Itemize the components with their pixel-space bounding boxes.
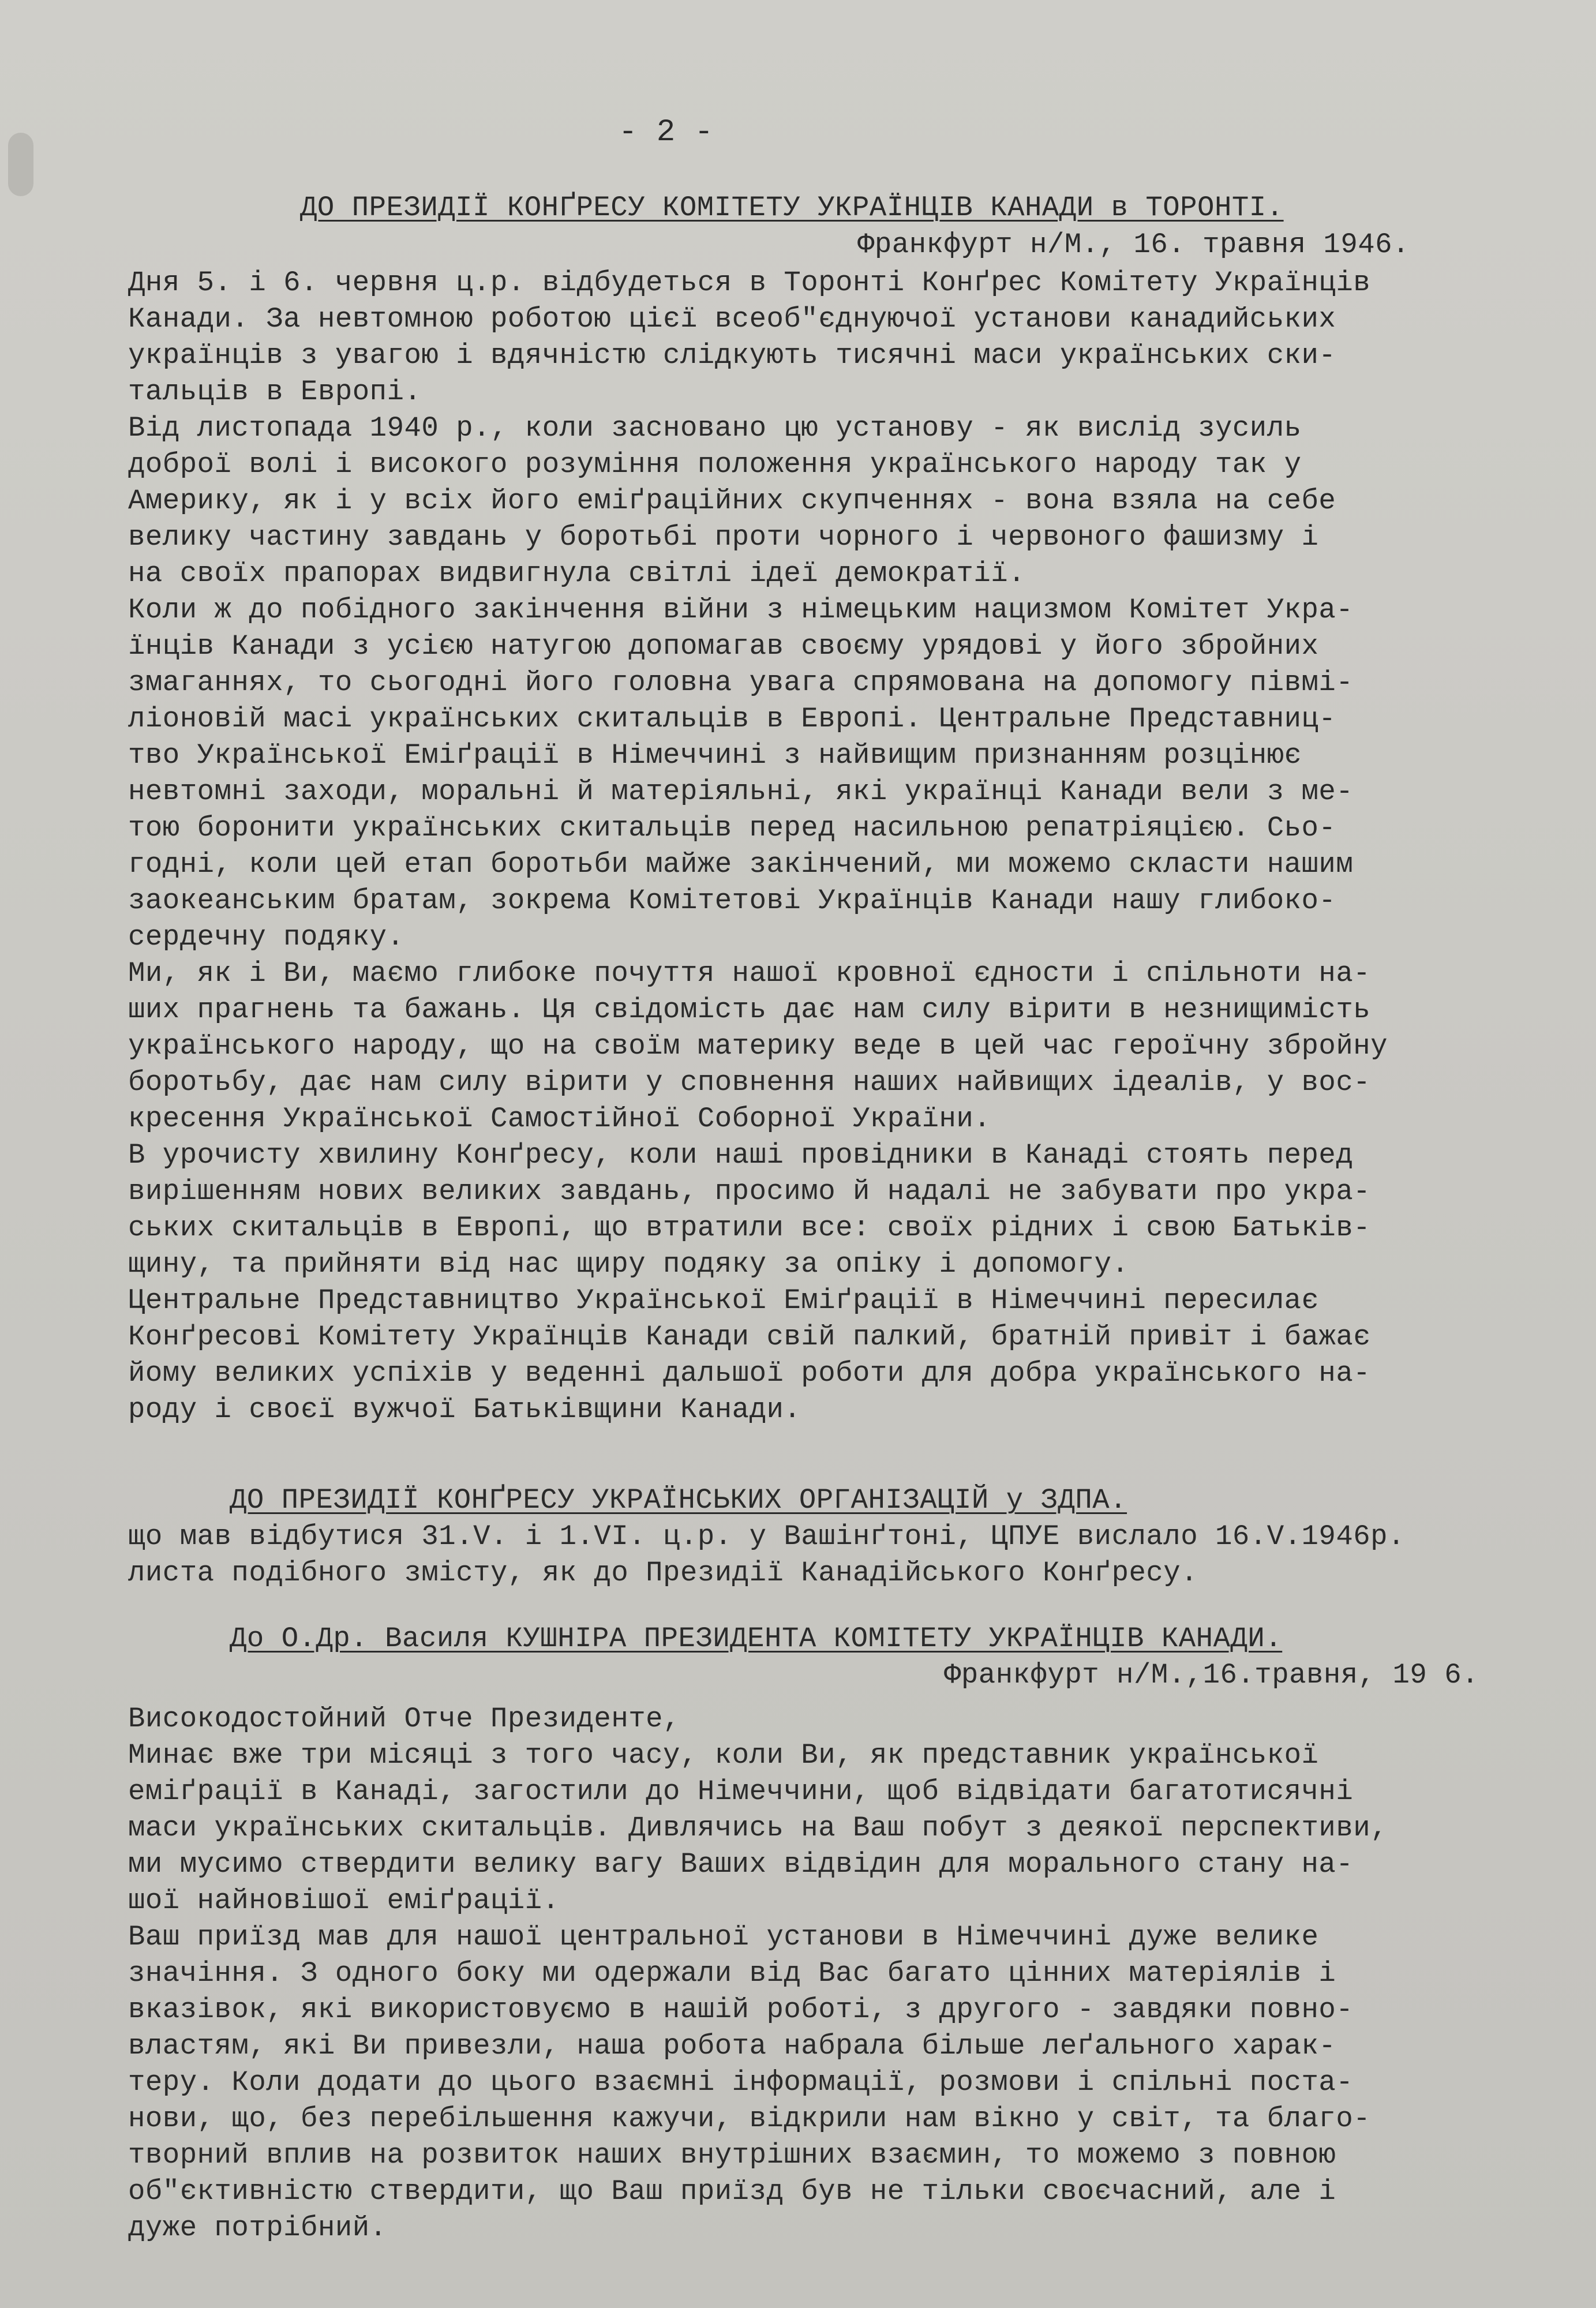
body-line: йому великих успіхів у веденні дальшої роботи для добра українського на- [128,1357,1371,1389]
body-line: Дня 5. і 6. червня ц.р. відбудеться в Торонті Конґрес Комітету Українців [128,267,1371,299]
body-line: заокеанським братам, зокрема Комітетові Українців Канади нашу глибоко- [128,885,1336,917]
body-line: Високодостойний Отче Президенте, [128,1703,680,1735]
body-line: доброї волі і високого розуміння положення українського народу так у [128,448,1302,481]
body-line: кресення Української Самостійної Соборної України. [128,1103,991,1135]
punch-hole-mark [8,133,33,196]
body-line: роду і своєї вужчої Батьківщини Канади. [128,1393,801,1426]
body-line: їнців Канади з усією натугою допомагав своєму урядові у його збройних [128,630,1319,662]
section3-dateline: Франкфурт н/М.,16.травня, 19 6. [944,1659,1479,1691]
body-line: Ваш приїзд мав для нашої центральної установи в Німеччині дуже велике [128,1921,1319,1953]
body-line: тво Української Еміґрації в Німеччині з найвищим признанням розцінює [128,739,1302,771]
body-line: вказівок, які використовуємо в нашій роботі, з другого - завдяки повно- [128,1994,1354,2026]
body-line: годні, коли цей етап боротьби майже закінчений, ми можемо скласти нашим [128,848,1354,881]
body-line: українського народу, що на своїм материку веде в цей час героїчну збройну [128,1030,1388,1062]
body-line: змаганнях, то сьогодні його головна увага спрямована на допомогу півмі- [128,666,1354,699]
body-line: дуже потрібний. [128,2212,387,2244]
body-line: Минає вже три місяці з того часу, коли Ви, як представник української [128,1739,1319,1771]
body-line: тальців в Европі. [128,376,422,408]
body-line: листа подібного змісту, як до Президії Канадійського Конґресу. [128,1557,1198,1589]
body-line: Ми, як і Ви, маємо глибоке почуття нашої кровної єдности і спільноти на- [128,957,1371,990]
body-line: ських скитальців в Европі, що втратили все: своїх рідних і свою Батьків- [128,1212,1371,1244]
body-line: вирішенням нових великих завдань, просимо й надалі не забувати про укра- [128,1175,1371,1208]
body-line: В урочисту хвилину Конґресу, коли наші провідники в Канаді стоять перед [128,1139,1354,1171]
body-line: велику частину завдань у боротьбі проти чорного і червоного фашизму і [128,521,1319,553]
body-line: боротьбу, дає нам силу вірити у сповнення наших найвищих ідеалів, у вос- [128,1066,1371,1099]
body-line: тою боронити українських скитальців перед насильною репатріяцією. Сьо- [128,812,1336,844]
body-line: Від листопада 1940 р., коли засновано цю установу - як вислід зусиль [128,412,1302,444]
body-line: ліоновій масі українських скитальців в Европі. Центральне Представниц- [128,703,1336,735]
body-line: теру. Коли додати до цього взаємні інформації, розмови і спільні поста- [128,2066,1354,2099]
body-line: значіння. З одного боку ми одержали від Вас багато цінних матеріялів і [128,1957,1336,1989]
body-line: творний вплив на розвиток наших внутрішних взаємин, то можемо з повною [128,2139,1336,2171]
section3-heading: До О.Др. Василя КУШНІРА ПРЕЗИДЕНТА КОМІТЕТУ УКРАЇНЦІВ КАНАДИ. [230,1623,1283,1655]
body-line: ми мусимо ствердити велику вагу Ваших відвідин для морального стану на- [128,1848,1354,1880]
body-line: властям, які Ви привезли, наша робота набрала більше леґального харак- [128,2030,1336,2062]
body-line: маси українських скитальців. Дивлячись на Ваш побут з деякої перспективи, [128,1812,1388,1844]
body-line: сердечну подяку. [128,921,404,953]
body-line: Центральне Представництво Української Еміґрації в Німеччині пересилає [128,1284,1319,1317]
body-line: щину, та прийняти від нас щиру подяку за опіку і допомогу. [128,1248,1129,1280]
body-line: Канади. За невтомною роботою цієї всеоб"єднуючої установи канадийських [128,303,1336,335]
body-line: нови, що, без перебільшення кажучи, відкрили нам вікно у світ, та благо- [128,2103,1371,2135]
page-number: - 2 - [619,115,714,150]
section1-dateline: Франкфурт н/М., 16. травня 1946. [857,228,1410,261]
body-line: на своїх прапорах видвигнула світлі ідеї демократії. [128,557,1026,590]
body-line: Конґресові Комітету Українців Канади свій палкий, братній привіт і бажає [128,1321,1371,1353]
section2-heading: ДО ПРЕЗИДІЇ КОНҐРЕСУ УКРАЇНСЬКИХ ОРГАНІЗАЦІЙ у ЗДПА. [230,1484,1127,1516]
body-line: Коли ж до побідного закінчення війни з німецьким нацизмом Комітет Укра- [128,594,1354,626]
body-line: еміґрації в Канаді, загостили до Німеччини, щоб відвідати багатотисячні [128,1775,1354,1808]
section1-heading: ДО ПРЕЗИДІЇ КОНҐРЕСУ КОМІТЕТУ УКРАЇНЦІВ КАНАДИ в ТОРОНТІ. [300,192,1284,224]
body-line: шої найновішої еміґрації. [128,1884,560,1917]
body-line: ших прагнень та бажань. Ця свідомість дає нам силу вірити в незнищимість [128,994,1371,1026]
body-line: невтомні заходи, моральні й матеріяльні, які українці Канади вели з ме- [128,775,1354,808]
body-line: Америку, як і у всіх його еміґраційних скупченнях - вона взяла на себе [128,485,1336,517]
body-line: що мав відбутися 31.V. і 1.VI. ц.р. у Вашінґтоні, ЦПУЕ вислало 16.V.1946р. [128,1520,1405,1553]
body-line: українців з увагою і вдячністю слідкують тисячні маси українських ски- [128,339,1336,372]
body-line: об"єктивністю ствердити, що Ваш приїзд був не тільки своєчасний, але і [128,2175,1336,2208]
